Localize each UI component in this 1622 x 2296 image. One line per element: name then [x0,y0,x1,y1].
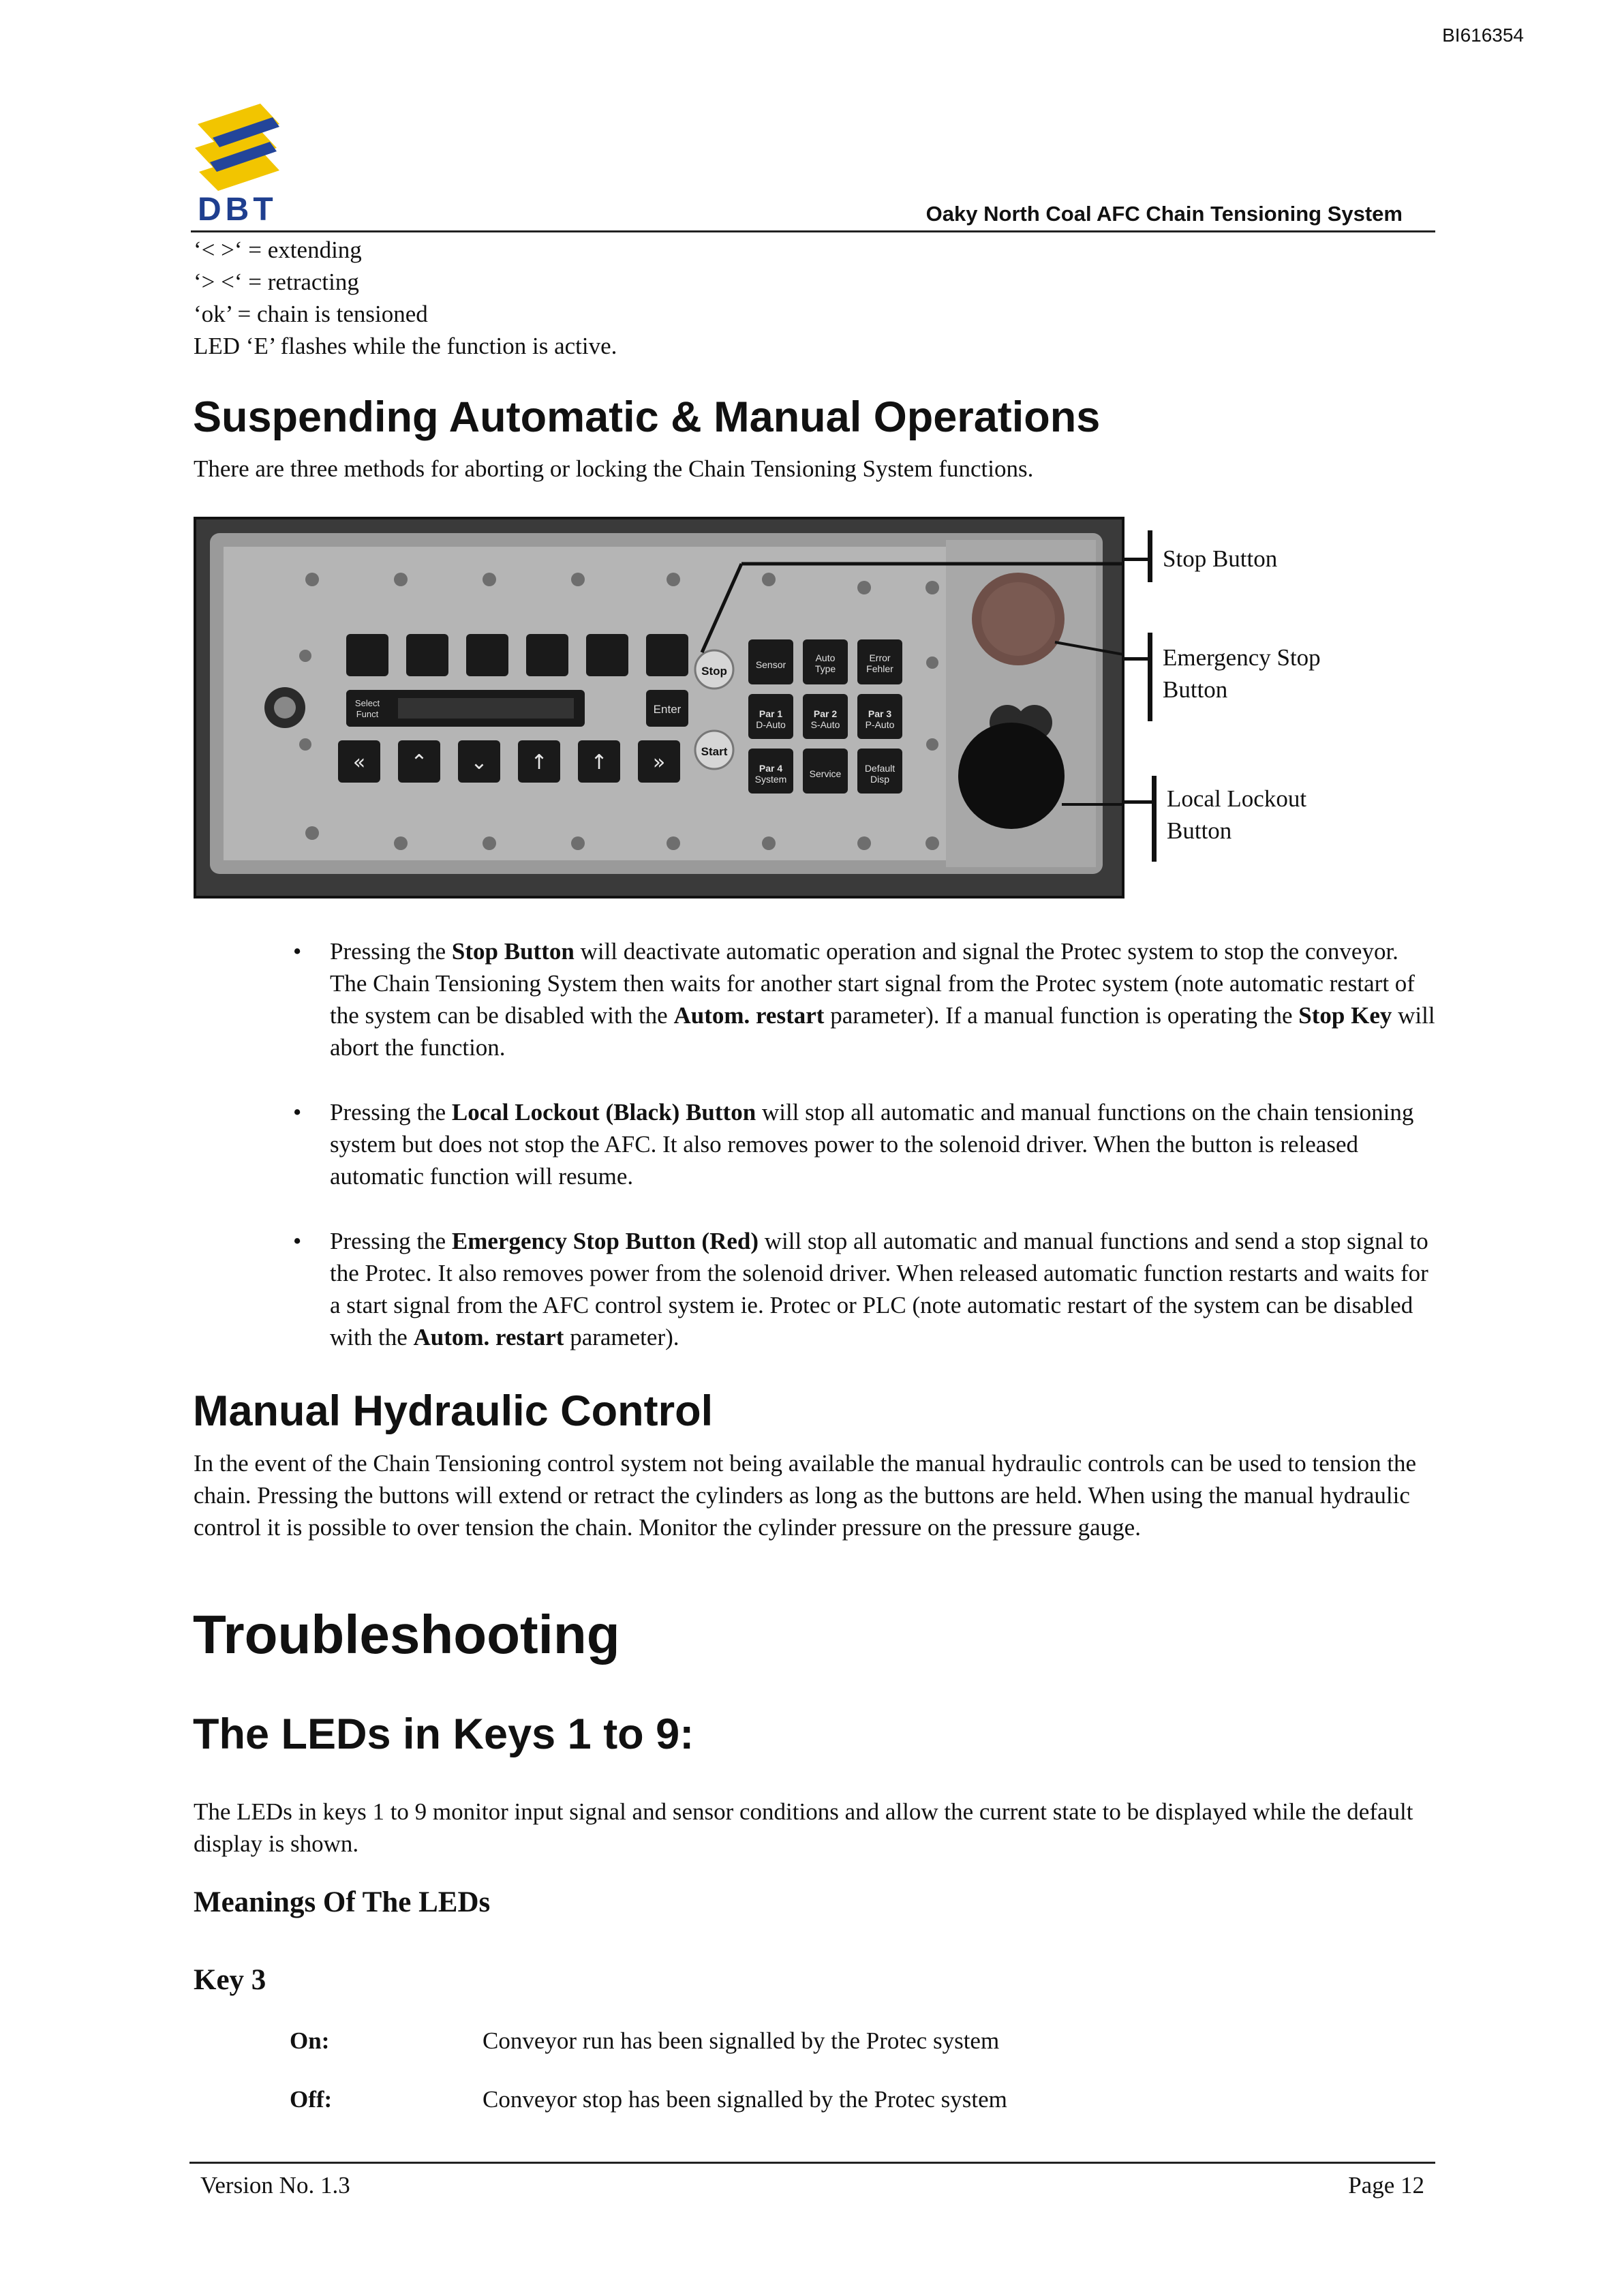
svg-text:Par 4: Par 4 [759,763,783,774]
callout-emergency-stop-line2: Button [1163,676,1228,703]
legend-line-retracting: ‘> <‘ = retracting [194,269,359,295]
key3-on-label: On: [290,2027,330,2054]
key3-on-text: Conveyor run has been signalled by the Protec system [483,2027,1000,2054]
svg-text:System: System [754,774,787,785]
section-heading-manual-hydraulic: Manual Hydraulic Control [193,1387,714,1435]
subsection-heading-leds: The LEDs in Keys 1 to 9: [193,1710,694,1758]
bullet-emergency-stop: • Pressing the Emergency Stop Button (Red) will stop all automatic and manual functions and send a stop signal to the Protec. It also removes power from the solenoid driver. When released automatic function restarts and waits for a start signal from the AFC control system ie. Protec or PLC (note automatic restart of the system can be disabled with the Autom. restart parameter). [293,1225,1438,1353]
stop-callout-tick [1124,558,1152,561]
control-panel-photo [194,517,1124,898]
meanings-heading: Meanings Of The LEDs [194,1886,491,1918]
svg-text:Type: Type [814,663,836,674]
stop-callout-bracket [1148,530,1152,582]
svg-text:Error: Error [869,652,891,663]
key-3-heading: Key 3 [194,1964,266,1996]
lockout-callout-bracket [1152,776,1157,862]
svg-text:Stop: Stop [701,665,727,678]
key3-off-label: Off: [290,2086,333,2113]
section-heading-troubleshooting: Troubleshooting [193,1604,620,1665]
svg-text:Disp: Disp [870,774,890,785]
svg-text:⌄: ⌄ [470,751,488,774]
header-divider [191,230,1435,232]
legend-line-led-flash: LED ‘E’ flashes while the function is active. [194,333,617,359]
svg-text:Default: Default [864,763,896,774]
logo-wordmark: DBT [198,192,277,228]
svg-text:S-Auto: S-Auto [810,719,840,730]
callout-local-lockout-line2: Button [1167,817,1232,844]
footer-page-number: Page 12 [1348,2172,1424,2199]
svg-text:Service: Service [809,768,842,779]
callout-local-lockout-line1: Local Lockout [1167,785,1307,812]
svg-text:Sensor: Sensor [755,659,786,670]
svg-text:↑: ↑ [530,751,548,774]
emergency-callout-tick [1124,657,1152,661]
leds-description: The LEDs in keys 1 to 9 monitor input signal and sensor conditions and allow the current state to be displayed while the default display is shown. [194,1798,1413,1857]
section-heading-suspending: Suspending Automatic & Manual Operations [193,393,1101,441]
svg-text:Fehler: Fehler [866,663,893,674]
control-panel-illustration [196,519,1122,896]
svg-text:Par 3: Par 3 [868,708,892,719]
callout-emergency-stop-line1: Emergency Stop [1163,644,1321,671]
legend-line-tensioned: ‘ok’ = chain is tensioned [194,301,428,327]
section-body-manual-hydraulic: In the event of the Chain Tensioning control system not being available the manual hydraulic controls can be used to tension the chain. Pressing the buttons will extend or retract the cylinders as long as the buttons are held. When using the manual hydraulic control it is possible to over tension the chain. Monitor the cylinder pressure on the pressure gauge. [194,1450,1417,1541]
svg-text:↑: ↑ [590,751,608,774]
svg-text:«: « [352,751,366,774]
svg-text:Enter: Enter [653,703,682,716]
header-title: Oaky North Coal AFC Chain Tensioning System [925,202,1403,226]
footer-divider [189,2162,1435,2164]
callout-stop-button: Stop Button [1163,545,1278,572]
svg-text:»: » [652,751,666,774]
key3-off-text: Conveyor stop has been signalled by the Protec system [483,2086,1007,2113]
bullet-stop-button: • Pressing the Stop Button will deactivate automatic operation and signal the Protec system to stop the conveyor. The Chain Tensioning System then waits for another start signal from the Protec system (note automatic restart of the system can be disabled with the Autom. restart parameter). If a manual function is operating the Stop Key will abort the function. [293,935,1438,1063]
emergency-callout-bracket [1148,633,1152,721]
svg-text:D-Auto: D-Auto [756,719,786,730]
footer-version: Version No. 1.3 [200,2172,350,2199]
svg-text:Par 2: Par 2 [813,708,838,719]
svg-text:⌃: ⌃ [410,751,428,774]
document-id: BI616354 [1442,25,1524,46]
legend-line-extending: ‘< >‘ = extending [194,237,362,263]
svg-text:P-Auto: P-Auto [865,719,895,730]
suspend-methods-list [293,935,1438,1386]
lockout-callout-tick [1124,800,1154,804]
svg-text:Auto: Auto [815,652,836,663]
svg-text:Start: Start [701,745,728,758]
section-intro-suspending: There are three methods for aborting or locking the Chain Tensioning System functions. [194,455,1034,482]
bullet-local-lockout: • Pressing the Local Lockout (Black) Button will stop all automatic and manual functions on the chain tensioning system but does not stop the AFC. It also removes power to the solenoid driver. When the button is released automatic function will resume. [293,1096,1438,1192]
svg-text:Par 1: Par 1 [759,708,783,719]
svg-text:Funct: Funct [356,709,379,719]
svg-text:Select: Select [354,698,380,708]
